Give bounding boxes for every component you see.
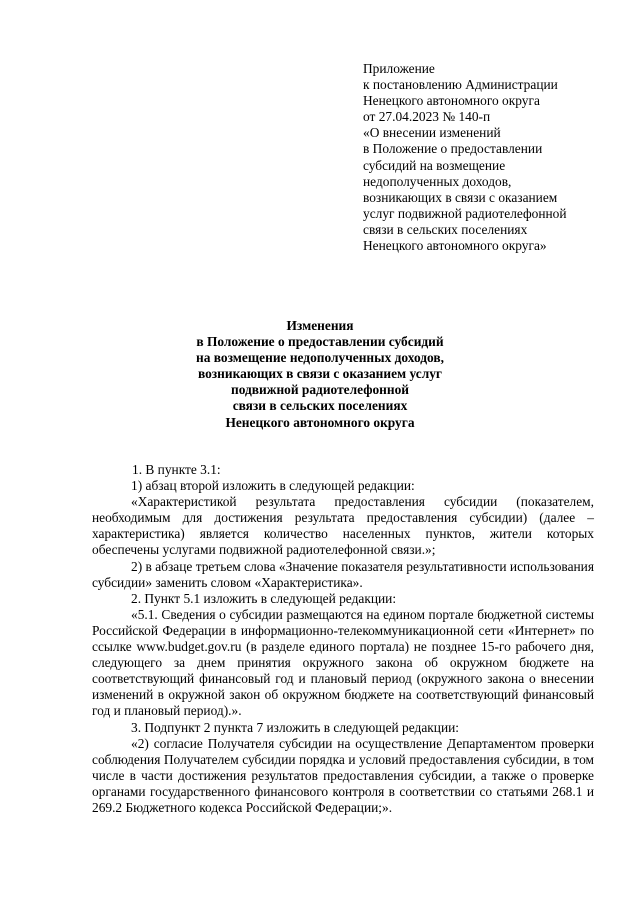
body-paragraph: «2) согласие Получателя субсидии на осуществление Департаментом проверки соблюдения Получателем субсидии порядка и условий предоставления субсидии, в том числе в части достижения результатов предоставления субсидии, а также о проверке органами государственного финансового контроля в соответствии со статьями 268.1 и 269.2 Бюджетного кодекса Российской Федерации;».: [92, 735, 594, 815]
appendix-line: Ненецкого автономного округа»: [363, 238, 547, 254]
title-line: подвижной радиотелефонной: [230, 382, 410, 398]
title-line: в Положение о предоставлении субсидий: [196, 334, 444, 350]
body-paragraph: «Характеристикой результата предоставления субсидии (показателем, необходимым для достижения результата предоставления субсидии) (далее – характеристика) является количество населенных пунктов, жители которых обеспечены услугами подвижной радиотелефонной связи.»;: [92, 494, 594, 558]
title-line: Изменения: [286, 318, 354, 333]
appendix-line: субсидий на возмещение: [363, 157, 506, 173]
body-paragraph: 3. Подпункт 2 пункта 7 изложить в следующей редакции:: [131, 719, 459, 735]
title-line: связи в сельских поселениях: [232, 398, 408, 414]
body-paragraph: 2) в абзаце третьем слова «Значение показателя результативности использования субсидии» заменить словом «Характеристика».: [92, 558, 594, 590]
document-body: [92, 462, 594, 816]
appendix-line: недополученных доходов,: [363, 173, 512, 189]
body-paragraph: 2. Пункт 5.1 изложить в следующей редакции:: [131, 590, 397, 606]
appendix-line: «О внесении изменений: [363, 125, 501, 141]
appendix-line: Ненецкого автономного округа: [363, 93, 540, 109]
body-paragraph: 1. В пункте 3.1:: [132, 462, 221, 477]
body-paragraph: «5.1. Сведения о субсидии размещаются на едином портале бюджетной системы Российской Федерации в информационно-телекоммуникационной сети «Интернет» по ссылке www.budget.gov.ru (в разделе единого портала) не позднее 15-го рабочего дня, следующего за днем принятия окружного закона об окружном бюджете на соответствующий финансовый год и плановый период (окружного закона о внесении изменений в окружной закон об окружном бюджете на соответствующий финансовый год и плановый период).».: [92, 606, 594, 719]
title-line: возникающих в связи с оказанием услуг: [197, 366, 443, 382]
appendix-line: от 27.04.2023 № 140-п: [363, 109, 491, 125]
appendix-line: в Положение о предоставлении: [363, 141, 543, 157]
appendix-line: Приложение: [363, 61, 435, 76]
document-title: [100, 318, 540, 431]
title-line: Ненецкого автономного округа: [225, 414, 415, 430]
appendix-line: к постановлению Администрации: [363, 77, 558, 93]
body-paragraph: 1) абзац второй изложить в следующей редакции:: [131, 478, 415, 494]
appendix-line: услуг подвижной радиотелефонной: [363, 205, 567, 221]
appendix-line: связи в сельских поселениях: [363, 221, 528, 237]
appendix-block: [363, 61, 613, 254]
appendix-line: возникающих в связи с оказанием: [363, 189, 558, 205]
title-line: на возмещение недополученных доходов,: [196, 350, 444, 366]
